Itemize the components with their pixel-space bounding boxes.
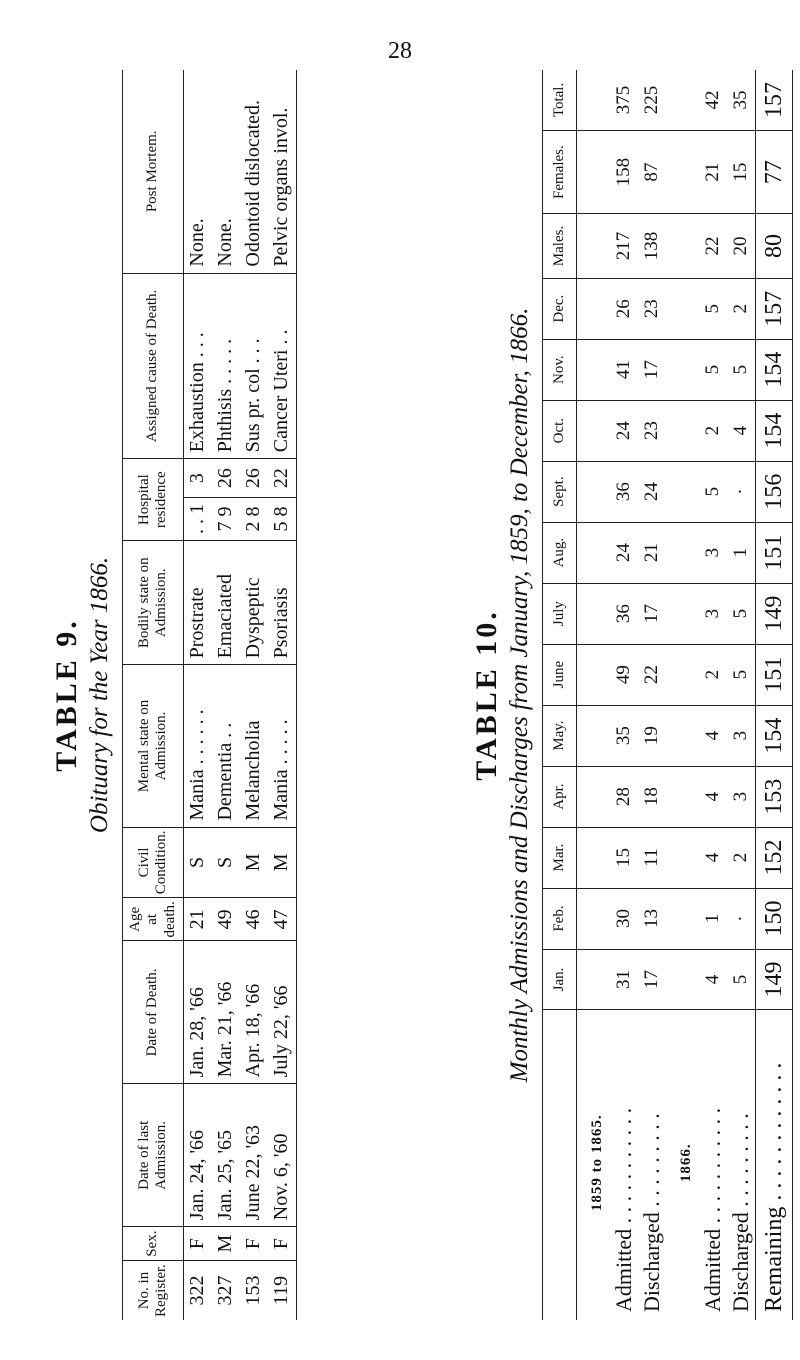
header-last-admission: Date of last Admission. [123, 1084, 184, 1227]
value-cell: 21 [699, 130, 727, 213]
value-cell: 49 [610, 644, 638, 705]
section-heading [577, 70, 611, 1320]
value-cell: 80 [756, 214, 793, 278]
residence-cell: 7 9 [212, 498, 240, 541]
value-cell: 3 [727, 705, 756, 766]
header-reg-no: No. in Register. [135, 1264, 169, 1317]
value-cell: 151 [756, 522, 793, 583]
value-cell: 4 [699, 949, 727, 1010]
header-month: Nov. [543, 339, 577, 400]
reg-no-cell: 153 [242, 1275, 265, 1306]
value-cell: 154 [756, 705, 793, 766]
value-cell: 35 [610, 705, 638, 766]
value-cell: 26 [610, 278, 638, 339]
header-month: Feb. [543, 888, 577, 949]
header-month: Dec. [543, 278, 577, 339]
value-cell: 17 [638, 949, 666, 1010]
table-10-header-row [543, 70, 577, 1320]
admission-cell: Jan. 25, '65 [212, 1084, 240, 1227]
value-cell: 4 [699, 766, 727, 827]
sex-cell: F [268, 1227, 297, 1261]
sex-cell: M [212, 1227, 240, 1261]
value-cell: 2 [727, 278, 756, 339]
row-label: Discharged . . . . . . . . . [728, 1113, 753, 1312]
value-cell: 24 [638, 461, 666, 522]
days-cell: 22 [268, 459, 297, 498]
sex-cell: F [240, 1227, 268, 1261]
value-cell: 18 [638, 766, 666, 827]
table-row [268, 70, 297, 1320]
admission-cell: June 22, '63 [240, 1084, 268, 1227]
value-cell: 4 [699, 827, 727, 888]
value-cell: 217 [610, 214, 638, 278]
admission-cell: Jan. 24, '66 [183, 1084, 212, 1227]
value-cell: 24 [610, 400, 638, 461]
header-sex: Sex. [123, 1227, 184, 1261]
reg-no-cell: 327 [214, 1275, 237, 1306]
header-month: Jan. [543, 949, 577, 1010]
section-label: 1859 to 1865. [588, 1114, 605, 1212]
value-cell: 150 [756, 888, 793, 949]
value-cell: 154 [756, 400, 793, 461]
mental-cell: Mania . . . . . [268, 665, 297, 827]
table-10-title: TABLE 10. [470, 609, 503, 781]
value-cell: 5 [699, 461, 727, 522]
value-cell: 154 [756, 339, 793, 400]
bodily-cell: Prostrate [183, 541, 212, 665]
value-cell: · [727, 888, 756, 949]
age-cell: 47 [268, 898, 297, 941]
cause-cell: Sus pr. col . . . [240, 273, 268, 459]
value-cell: 5 [727, 644, 756, 705]
value-cell: 22 [699, 214, 727, 278]
value-cell: 20 [727, 214, 756, 278]
post-mortem-cell: None. [183, 70, 212, 273]
value-cell: 87 [638, 130, 666, 213]
death-cell: Mar. 21, '66 [212, 941, 240, 1084]
value-cell: 36 [610, 583, 638, 644]
header-month: May. [543, 705, 577, 766]
header-total: Total. [543, 70, 577, 130]
table-9-block [50, 70, 410, 1320]
value-cell: 35 [727, 70, 756, 130]
section-label: 1866. [677, 1143, 694, 1183]
header-month: Aug. [543, 522, 577, 583]
value-cell: 5 [699, 278, 727, 339]
value-cell: 23 [638, 278, 666, 339]
obituary-table [122, 70, 297, 1320]
value-cell: 138 [638, 214, 666, 278]
table-row [699, 70, 727, 1320]
row-label: Remaining . . . . . . . . . . . . [756, 1010, 793, 1320]
value-cell: 225 [638, 70, 666, 130]
bodily-cell: Emaciated [212, 541, 240, 665]
residence-cell: 2 8 [240, 498, 268, 541]
age-cell: 46 [240, 898, 268, 941]
value-cell: 375 [610, 70, 638, 130]
value-cell: 5 [727, 583, 756, 644]
value-cell: 31 [610, 949, 638, 1010]
header-civil-condition: Civil Condition. [123, 827, 184, 898]
residence-cell: . . 1 [183, 498, 212, 541]
table-9-header-row [123, 70, 184, 1320]
header-females: Females. [543, 130, 577, 213]
table-10-subtitle: Monthly Admissions and Discharges from January, 1859, to December, 1866. [506, 307, 533, 1083]
admission-cell: Nov. 6, '60 [268, 1084, 297, 1227]
table-row [727, 70, 756, 1320]
value-cell: 2 [727, 827, 756, 888]
sex-cell: F [183, 1227, 212, 1261]
value-cell: 77 [756, 130, 793, 213]
row-label: Discharged . . . . . . . . . [639, 1113, 664, 1312]
value-cell: 5 [727, 949, 756, 1010]
table-row [212, 70, 240, 1320]
header-age: Age at death. [123, 898, 184, 941]
value-cell: 153 [756, 766, 793, 827]
value-cell: 13 [638, 888, 666, 949]
value-cell: 157 [756, 70, 793, 130]
days-cell: 3 [183, 459, 212, 498]
value-cell: 30 [610, 888, 638, 949]
cause-cell: Phthisis . . . . . [212, 273, 240, 459]
header-month: July [543, 583, 577, 644]
value-cell: 17 [638, 583, 666, 644]
value-cell: 4 [727, 400, 756, 461]
table-9-subtitle: Obituary for the Year 1866. [86, 556, 113, 834]
header-month: Apr. [543, 766, 577, 827]
remaining-row [756, 70, 793, 1320]
value-cell: 152 [756, 827, 793, 888]
value-cell: 157 [756, 278, 793, 339]
value-cell: 41 [610, 339, 638, 400]
value-cell: 2 [699, 400, 727, 461]
table-9-title: TABLE 9. [50, 618, 83, 772]
death-cell: Jan. 28, '66 [183, 941, 212, 1084]
value-cell: 1 [699, 888, 727, 949]
row-label: Admitted . . . . . . . . . . . [700, 1107, 725, 1312]
value-cell: 15 [727, 130, 756, 213]
header-month: June [543, 644, 577, 705]
death-cell: July 22, '66 [268, 941, 297, 1084]
header-blank [543, 1010, 577, 1320]
header-hospital-residence: Hospital residence [123, 459, 184, 541]
post-mortem-cell: Odontoid dislocated. [240, 70, 268, 273]
value-cell: 22 [638, 644, 666, 705]
mental-cell: Melancholia [240, 665, 268, 827]
value-cell: 149 [756, 949, 793, 1010]
header-month: Mar. [543, 827, 577, 888]
days-cell: 26 [212, 459, 240, 498]
value-cell: 21 [638, 522, 666, 583]
value-cell: · [727, 461, 756, 522]
section-heading [666, 70, 699, 1320]
value-cell: 1 [727, 522, 756, 583]
table-row [610, 70, 638, 1320]
value-cell: 19 [638, 705, 666, 766]
civil-cell: M [268, 827, 297, 898]
death-cell: Apr. 18, '66 [240, 941, 268, 1084]
header-post-mortem: Post Mortem. [123, 70, 184, 273]
value-cell: 158 [610, 130, 638, 213]
value-cell: 36 [610, 461, 638, 522]
value-cell: 5 [699, 339, 727, 400]
reg-no-cell: 322 [186, 1275, 209, 1306]
monthly-admissions-table [542, 70, 793, 1320]
value-cell: 3 [727, 766, 756, 827]
header-date-of-death: Date of Death. [123, 941, 184, 1084]
civil-cell: M [240, 827, 268, 898]
table-row [638, 70, 666, 1320]
value-cell: 15 [610, 827, 638, 888]
table-10-block [470, 70, 785, 1320]
header-mental-state: Mental state on Admission. [123, 665, 184, 827]
value-cell: 149 [756, 583, 793, 644]
value-cell: 3 [699, 583, 727, 644]
bodily-cell: Psoriasis [268, 541, 297, 665]
header-males: Males. [543, 214, 577, 278]
age-cell: 49 [212, 898, 240, 941]
value-cell: 3 [699, 522, 727, 583]
header-month: Oct. [543, 400, 577, 461]
value-cell: 151 [756, 644, 793, 705]
bodily-cell: Dyspeptic [240, 541, 268, 665]
mental-cell: Mania . . . . . . [183, 665, 212, 827]
value-cell: 17 [638, 339, 666, 400]
reg-no-cell: 119 [270, 1275, 293, 1306]
table-row [240, 70, 268, 1320]
value-cell: 5 [727, 339, 756, 400]
value-cell: 4 [699, 705, 727, 766]
value-cell: 11 [638, 827, 666, 888]
days-cell: 26 [240, 459, 268, 498]
header-bodily-state: Bodily state on Admission. [123, 541, 184, 665]
value-cell: 23 [638, 400, 666, 461]
table-row [183, 70, 212, 1320]
residence-cell: 5 8 [268, 498, 297, 541]
page-number: 28 [388, 38, 412, 64]
post-mortem-cell: None. [212, 70, 240, 273]
age-cell: 21 [183, 898, 212, 941]
civil-cell: S [183, 827, 212, 898]
cause-cell: Cancer Uteri . . [268, 273, 297, 459]
civil-cell: S [212, 827, 240, 898]
header-month: Sept. [543, 461, 577, 522]
header-cause: Assigned cause of Death. [123, 273, 184, 459]
mental-cell: Dementia . . [212, 665, 240, 827]
post-mortem-cell: Pelvic organs invol. [268, 70, 297, 273]
value-cell: 2 [699, 644, 727, 705]
row-label: Admitted . . . . . . . . . . . [611, 1107, 636, 1312]
value-cell: 42 [699, 70, 727, 130]
cause-cell: Exhaustion . . . [183, 273, 212, 459]
value-cell: 156 [756, 461, 793, 522]
value-cell: 24 [610, 522, 638, 583]
value-cell: 28 [610, 766, 638, 827]
